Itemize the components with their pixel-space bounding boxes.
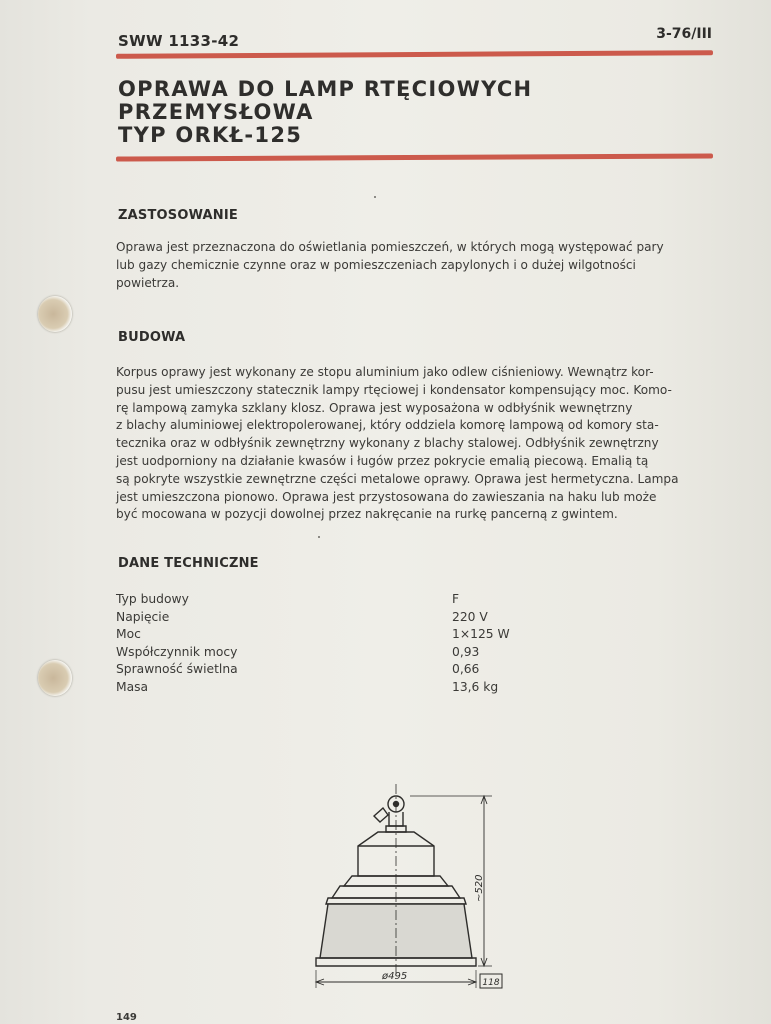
title-line-2: PRZEMYSŁOWA: [118, 100, 314, 124]
title-line-3: TYP ORKŁ-125: [118, 123, 303, 147]
reference-box-label: 118: [482, 978, 500, 988]
binder-hole: [38, 296, 72, 332]
paragraph-line: powietrza.: [116, 275, 180, 290]
spec-row: [116, 645, 536, 663]
spec-value: 220 V: [452, 609, 488, 624]
spec-row: [116, 627, 536, 645]
paragraph-line: Korpus oprawy jest wykonany ze stopu aluminium jako odlew ciśnieniowy. Wewnątrz kor-: [116, 365, 654, 379]
document-code: SWW 1133-42: [118, 32, 240, 50]
paragraph-line: Oprawa jest przeznaczona do oświetlania pomieszczeń, w których mogą występować pary: [116, 240, 664, 254]
paragraph-line: z blachy aluminiowej elektropolerowanej, który oddziela komorę lampową od komory sta-: [116, 418, 659, 433]
paragraph-line: rę lampową zamyka szklany klosz. Oprawa jest wyposażona w odbłyśnik wewnętrzny: [116, 400, 633, 415]
paragraph-line: być mocowana w pozycji dowolnej przez nakręcanie na rurkę pancerną z gwintem.: [116, 507, 618, 522]
header-rule: [116, 50, 713, 59]
zastosowanie-paragraph: [116, 239, 712, 292]
paragraph-line: jest umieszczona pionowo. Oprawa jest przystosowana do zawieszania na haku lub może: [116, 489, 657, 504]
title-rule: [116, 153, 713, 161]
title-line-1: OPRAWA DO LAMP RTĘCIOWYCH: [118, 77, 533, 101]
section-heading-zastosowanie: ZASTOSOWANIE: [118, 208, 238, 223]
spec-label: Napięcie: [116, 609, 170, 624]
diameter-dimension-label: ø495: [382, 971, 408, 982]
binder-hole: [38, 660, 72, 696]
luminaire-drawing: [300, 780, 540, 1000]
paragraph-line: lub gazy chemicznie czynne oraz w pomieszczeniach zapylonych i o dużej wilgotności: [116, 257, 636, 272]
section-heading-dane-techniczne: DANE TECHNICZNE: [118, 556, 259, 571]
ink-speck: [318, 536, 320, 538]
paragraph-line: tecznika oraz w odbłyśnik zewnętrzny wykonany z blachy stalowej. Odbłyśnik zewnętrzny: [116, 436, 659, 451]
page-number: 149: [116, 1012, 137, 1023]
budowa-paragraph: [116, 364, 712, 524]
ink-speck: [374, 196, 376, 198]
spec-value: 0,66: [452, 662, 480, 677]
spec-row: [116, 662, 536, 680]
spec-label: Masa: [116, 679, 149, 694]
spec-value: F: [452, 592, 460, 606]
spec-label: Typ budowy: [116, 592, 189, 606]
spec-label: Moc: [116, 627, 141, 642]
spec-value: 13,6 kg: [452, 679, 499, 694]
spec-row: [116, 610, 536, 628]
spec-value: 0,93: [452, 644, 480, 659]
sheet-reference: 3-76/III: [656, 26, 712, 42]
technical-data-table: [116, 592, 536, 698]
paragraph-line: są pokryte wszystkie zewnętrzne części metalowe oprawy. Oprawa jest hermetyczna. Lampa: [116, 471, 679, 486]
spec-label: Sprawność świetlna: [116, 662, 238, 677]
height-dimension-label: ~520: [474, 874, 485, 902]
paragraph-line: jest uodporniony na działanie kwasów i ługów przez pokrycie emalią piecową. Emalią tą: [116, 453, 649, 468]
spec-row: [116, 592, 536, 610]
spec-label: Współczynnik mocy: [116, 644, 238, 659]
section-heading-budowa: BUDOWA: [118, 330, 186, 345]
paragraph-line: pusu jest umieszczony statecznik lampy rtęciowej i kondensator kompensujący moc. Komo-: [116, 382, 672, 397]
spec-value: 1×125 W: [452, 627, 510, 642]
side-lug: [374, 808, 388, 822]
spec-row: [116, 680, 536, 698]
